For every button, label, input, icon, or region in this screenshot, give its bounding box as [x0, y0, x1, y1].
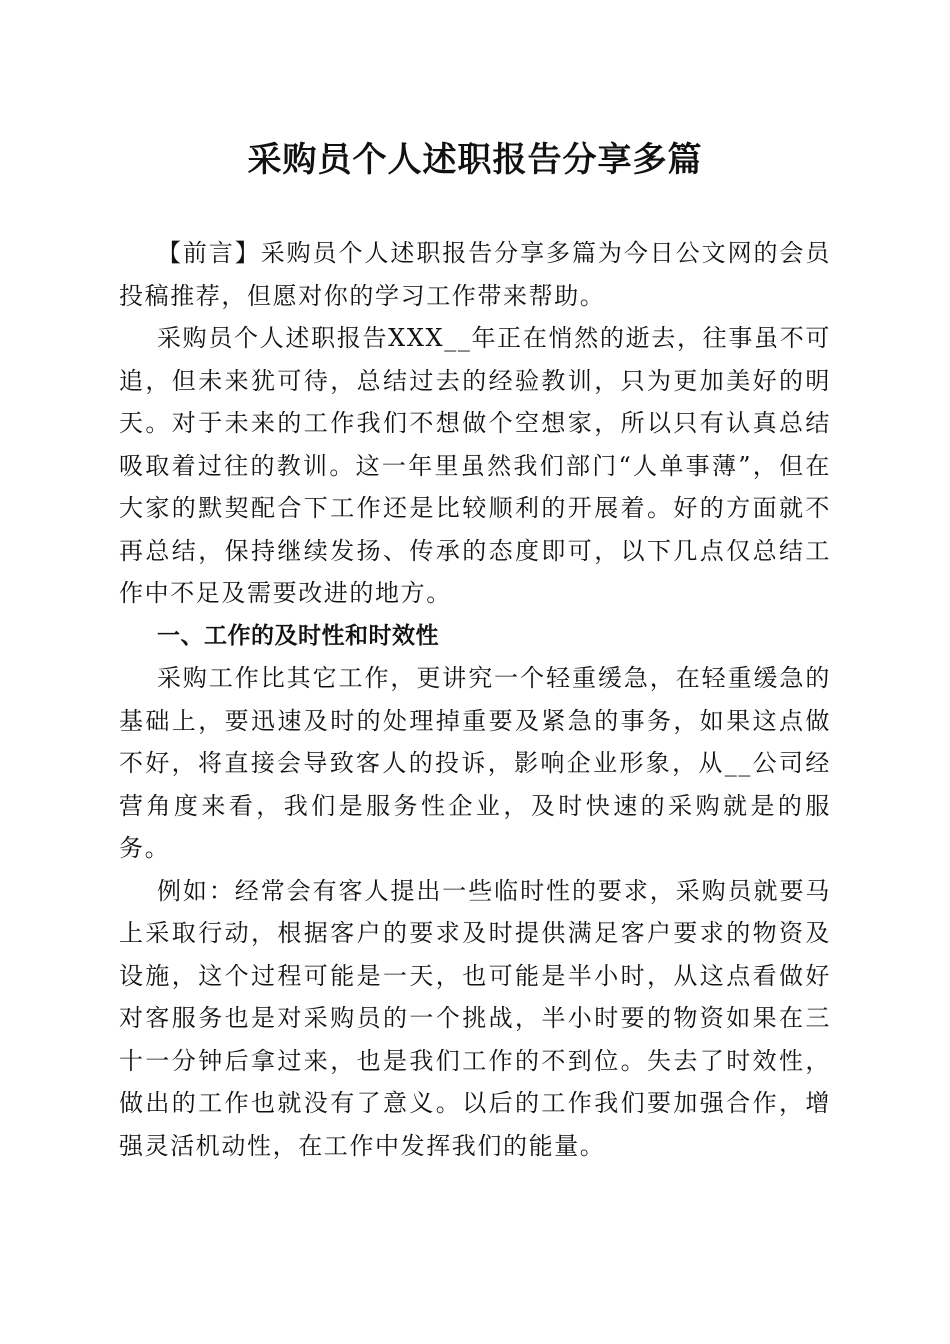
- intro-paragraph: 采购员个人述职报告XXX__年正在悄然的逝去，往事虽不可追，但未来犹可待，总结过去的经验教训，只为更加美好的明天。对于未来的工作我们不想做个空想家，所以只有认真总结吸取着过往的教训。这一年里虽然我们部门“人单事薄”，但在大家的默契配合下工作还是比较顺利的开展着。好的方面就不再总结，保持继续发扬、传承的态度即可，以下几点仅总结工作中不足及需要改进的地方。: [119, 324, 831, 607]
- section-paragraph: 采购工作比其它工作，更讲究一个轻重缓急，在轻重缓急的基础上，要迅速及时的处理掉重要及紧急的事务，如果这点做不好，将直接会导致客人的投诉，影响企业形象，从__公司经营角度来看，我们是服务性企业，及时快速的采购就是的服务。: [119, 664, 831, 862]
- preface-paragraph: 【前言】采购员个人述职报告分享多篇为今日公文网的会员投稿推荐，但愿对你的学习工作带来帮助。: [119, 239, 831, 310]
- example-paragraph: 例如：经常会有客人提出一些临时性的要求，采购员就要马上采取行动，根据客户的要求及时提供满足客户要求的物资及设施，这个过程可能是一天，也可能是半小时，从这点看做好对客服务也是对采购员的一个挑战，半小时要的物资如果在三十一分钟后拿过来，也是我们工作的不到位。失去了时效性，做出的工作也就没有了意义。以后的工作我们要加强合作，增强灵活机动性，在工作中发挥我们的能量。: [119, 876, 831, 1160]
- section-heading: 一、工作的及时性和时效性: [157, 622, 439, 649]
- document-title: 采购员个人述职报告分享多篇: [247, 140, 703, 180]
- document-body: [119, 232, 831, 1167]
